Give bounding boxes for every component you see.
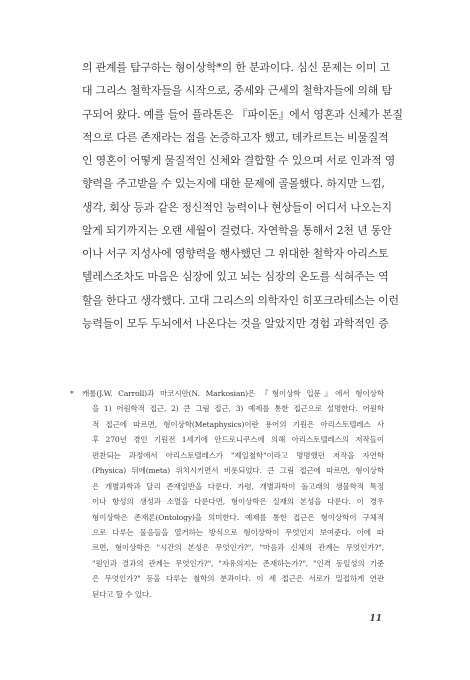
footnote-marker: * <box>70 389 74 398</box>
footnote-line: 적 접근에 따르면, 형이상학(Metaphysics)이란 용어의 기원은 아리스토텔레스 사 <box>92 419 384 429</box>
footnote-line: 은 개별과학과 달리 존재일반을 다룬다. 가령, 개별과학이 돌고래의 생물학적 특징 <box>92 481 384 491</box>
footnote <box>70 386 384 602</box>
body-line: 대 그리스 철학자들을 시작으로, 중세와 근세의 철학자들에 의해 탐 <box>82 84 392 98</box>
footnote-line: 편찬되는 과정에서 아리스토텔레스가 "제일철학"이라고 명명했던 저작을 자연학 <box>92 450 384 460</box>
body-line: 능력들이 모두 두뇌에서 나온다는 것을 알았지만 경험 과학적인 증 <box>82 316 389 330</box>
body-line: 알게 되기까지는 오랜 세월이 걸렸다. 자연학을 통해서 2천 년 동안 <box>82 223 392 237</box>
body-line: 생각, 회상 등과 같은 정신적인 능력이나 현상들이 어디서 나오는지 <box>82 200 392 214</box>
body-line: 인 영혼이 어떻게 물질적인 신체와 결합할 수 있으며 서로 인과적 영 <box>82 154 396 167</box>
footnote-line-text: 캐롤(J.W. Carroll)과 마코시안(N. Markosian)은 『형이상학 입문』에서 형이상학 <box>82 389 384 398</box>
body-line: 향력을 주고받을 수 있는지에 대한 문제에 골몰했다. 하지만 느낌, <box>82 177 385 191</box>
footnote-line: (Physica) 뒤에(meta) 위치시키면서 비롯되었다. 큰 그림 접근에 따르면, 형이상학 <box>92 466 384 476</box>
main-text-block <box>82 56 403 335</box>
body-line: 구되어 왔다. 예를 들어 플라톤은 『파이돈』에서 영혼과 신체가 본질 <box>82 107 403 121</box>
footnote-line: 된다고 할 수 있다. <box>92 589 152 599</box>
footnote-line: 을 1) 어원학적 접근, 2) 큰 그림 접근, 3) 예제를 통한 접근으로 설명한다. 어원학 <box>92 404 384 414</box>
body-line: 이나 서구 지성사에 영향력을 행사했던 그 위대한 철학자 아리스토 <box>82 247 389 260</box>
footnote-line: 르면, 형이상학은 "시간의 본성은 무엇인가?", "마음과 신체의 관계는 무엇인가?", <box>92 543 384 553</box>
footnote-line: 후 270년 경인 기원전 1세기에 안드로니쿠스에 의해 아리스토텔레스의 저작들이 <box>92 435 384 445</box>
footnote-line: "원인과 결과의 관계는 무엇인가?", "자유의지는 존재하는가?", "인격 동일성의 기준 <box>92 558 384 568</box>
footnote-line <box>70 386 384 401</box>
body-line: 할을 한다고 생각했다. 고대 그리스의 의학자인 히포크라테스는 이런 <box>82 293 399 307</box>
footnote-line: 형이상학은 존재론(Ontology)을 의미한다. 예제를 통한 접근은 형이상학이 구체적 <box>92 512 384 522</box>
footnote-line: 이나 항성의 생성과 소멸을 다룬다면, 형이상학은 실재의 본성을 다룬다. 이 경우 <box>92 497 384 507</box>
footnote-line: 은 무엇인가?" 등을 다루는 철학의 분과이다. 이 세 접근은 서로가 밀접하게 연관 <box>92 574 384 584</box>
body-line: 의 관계를 탐구하는 형이상학*의 한 분과이다. 심신 문제는 이미 고 <box>82 61 391 74</box>
page-number: 11 <box>369 614 382 624</box>
body-line: 텔레스조차도 마음은 심장에 있고 뇌는 심장의 온도를 식혀주는 역 <box>82 270 389 284</box>
footnote-line: 으로 다루는 물음들을 열거하는 방식으로 형이상학이 무엇인지 보여준다. 이에 따 <box>92 527 384 537</box>
body-line: 적으로 다른 존재라는 점을 논증하고자 했고, 데카르트는 비물질적 <box>82 130 389 144</box>
